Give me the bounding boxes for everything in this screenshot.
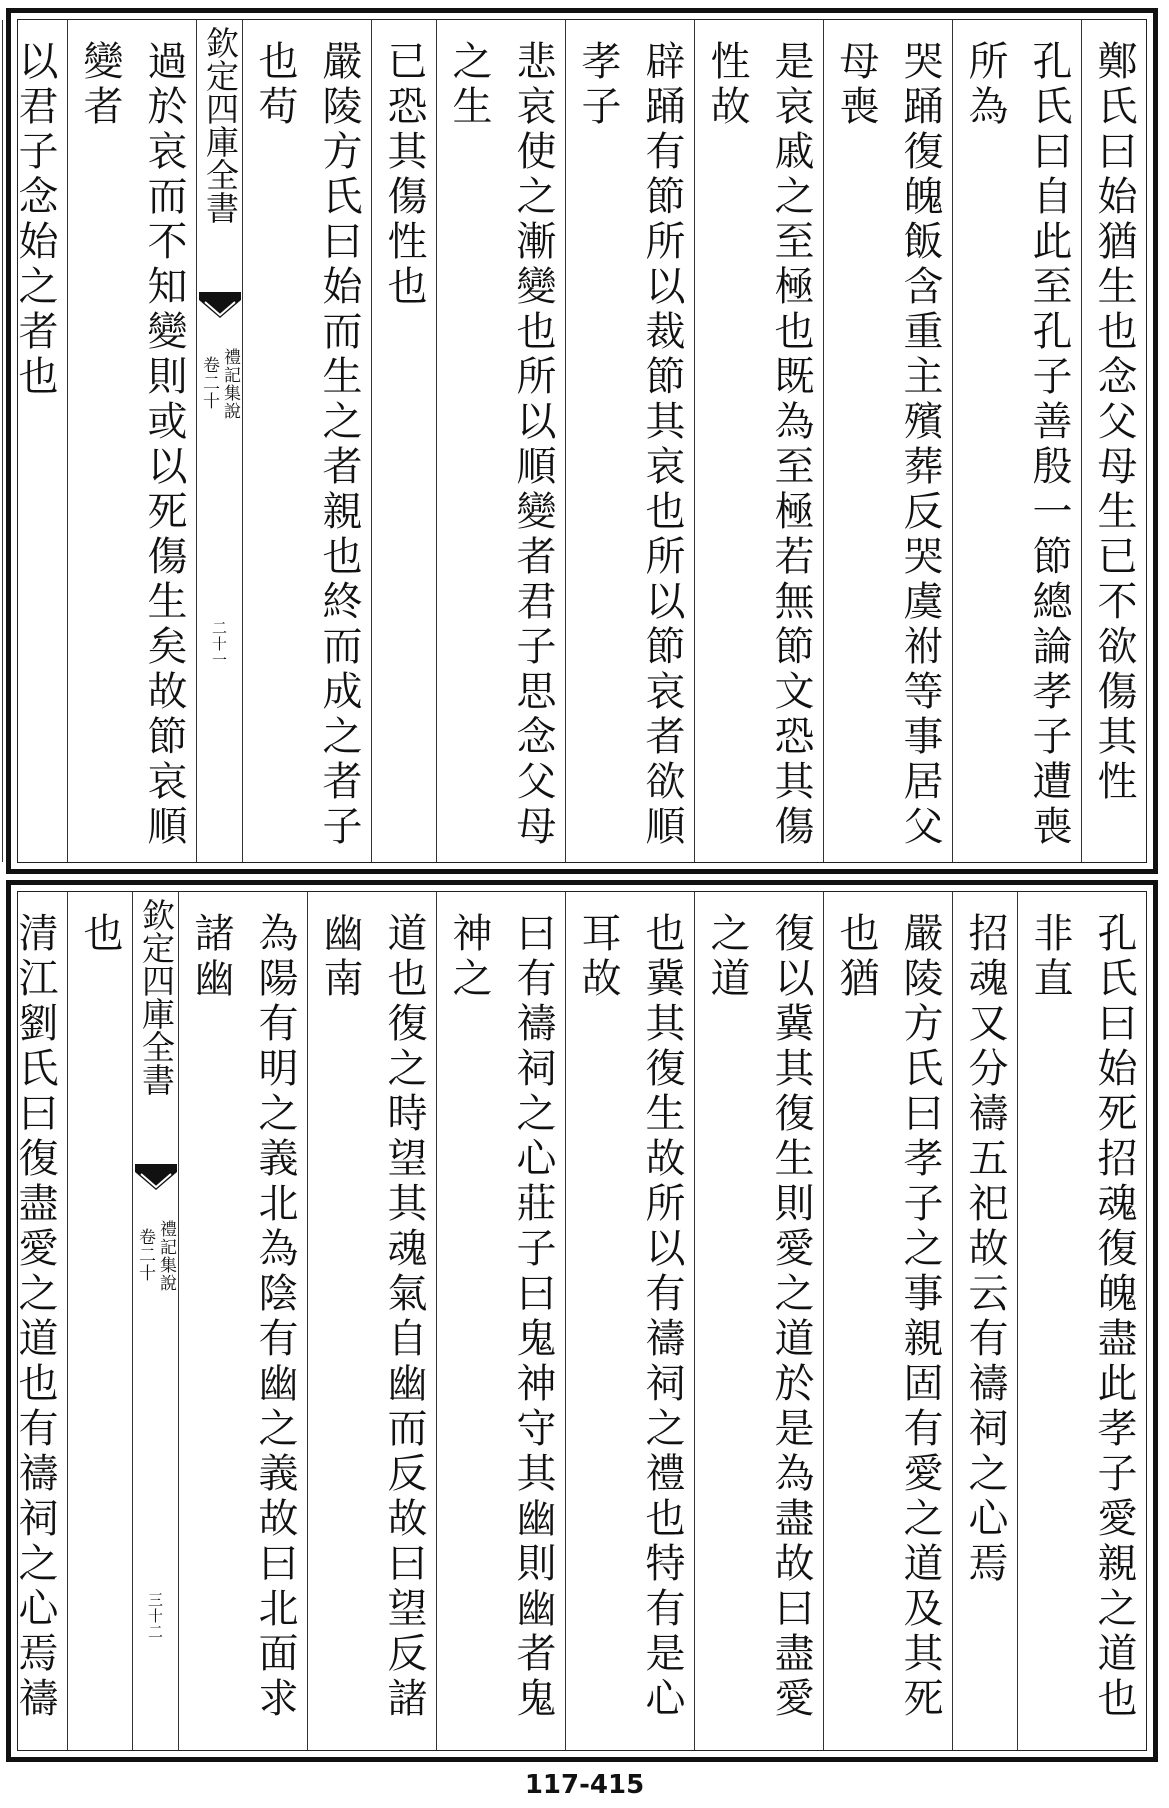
text-column: 是哀戚之至極也既為至極若無節文恐其傷性故 bbox=[694, 20, 823, 862]
text-column: 以君子念始之者也 bbox=[2, 20, 67, 862]
text-column: 清江劉氏曰復盡愛之道也有禱祠之心焉禱 bbox=[0, 892, 67, 1750]
text-column: 為陽有明之義北為陰有幽之義故曰北面求諸幽 bbox=[178, 892, 307, 1750]
bottom-page bbox=[6, 880, 1158, 1762]
text-column: 嚴陵方氏曰孝子之事親固有愛之道及其死也猶 bbox=[823, 892, 952, 1750]
book-title: 欽定四庫全書 bbox=[137, 898, 176, 1096]
text-column: 鄭氏曰始猶生也念父母生已不欲傷其性 bbox=[1081, 20, 1146, 862]
text-column: 哭踊復魄飯含重主殯葬反哭虞祔等事居父母喪 bbox=[823, 20, 952, 862]
top-page bbox=[6, 8, 1158, 874]
text-column: 嚴陵方氏曰始而生之者親也終而成之者子也苟 bbox=[242, 20, 371, 862]
bottom-page-text-frame bbox=[12, 891, 1147, 1751]
text-column: 也冀其復生故所以有禱祠之禮也特有是心耳故 bbox=[565, 892, 694, 1750]
text-column: 孔氏曰始死招魂復魄盡此孝子愛親之道也非直 bbox=[1017, 892, 1146, 1750]
text-column: 曰有禱祠之心莊子曰鬼神守其幽則幽者鬼神之 bbox=[436, 892, 565, 1750]
text-column: 復以冀其復生則愛之道於是為盡故曰盡愛之道 bbox=[694, 892, 823, 1750]
fishtail-marker-icon bbox=[133, 1162, 179, 1192]
center-fold bbox=[132, 892, 178, 1750]
text-column: 招魂又分禱五祀故云有禱祠之心焉 bbox=[952, 892, 1017, 1750]
fishtail-marker-icon bbox=[197, 290, 243, 320]
volume-label: 卷二十 bbox=[199, 356, 219, 410]
book-subtitle: 禮記集說 bbox=[220, 348, 240, 420]
text-column: 悲哀使之漸變也所以順變者君子思念父母之生 bbox=[436, 20, 565, 862]
text-column: 孔氏曰自此至孔子善殷一節總論孝子遭喪所為 bbox=[952, 20, 1081, 862]
page-footer-number: 117-415 bbox=[524, 1770, 645, 1800]
text-column: 已恐其傷性也 bbox=[371, 20, 436, 862]
text-column: 過於哀而不知變則或以死傷生矣故節哀順變者 bbox=[67, 20, 196, 862]
book-subtitle: 禮記集說 bbox=[156, 1220, 176, 1292]
book-title: 欽定四庫全書 bbox=[201, 26, 240, 224]
text-column: 辟踊有節所以裁節其哀也所以節哀者欲順孝子 bbox=[565, 20, 694, 862]
center-fold bbox=[196, 20, 242, 862]
text-column: 道也復之時望其魂氣自幽而反故曰望反諸幽南 bbox=[307, 892, 436, 1750]
volume-label: 卷二十 bbox=[135, 1228, 155, 1282]
leaf-page-number: 二十一 bbox=[210, 620, 228, 668]
leaf-page-number: 三十二 bbox=[146, 1592, 164, 1640]
text-column: 也 bbox=[67, 892, 132, 1750]
top-page-text-frame bbox=[12, 19, 1147, 863]
